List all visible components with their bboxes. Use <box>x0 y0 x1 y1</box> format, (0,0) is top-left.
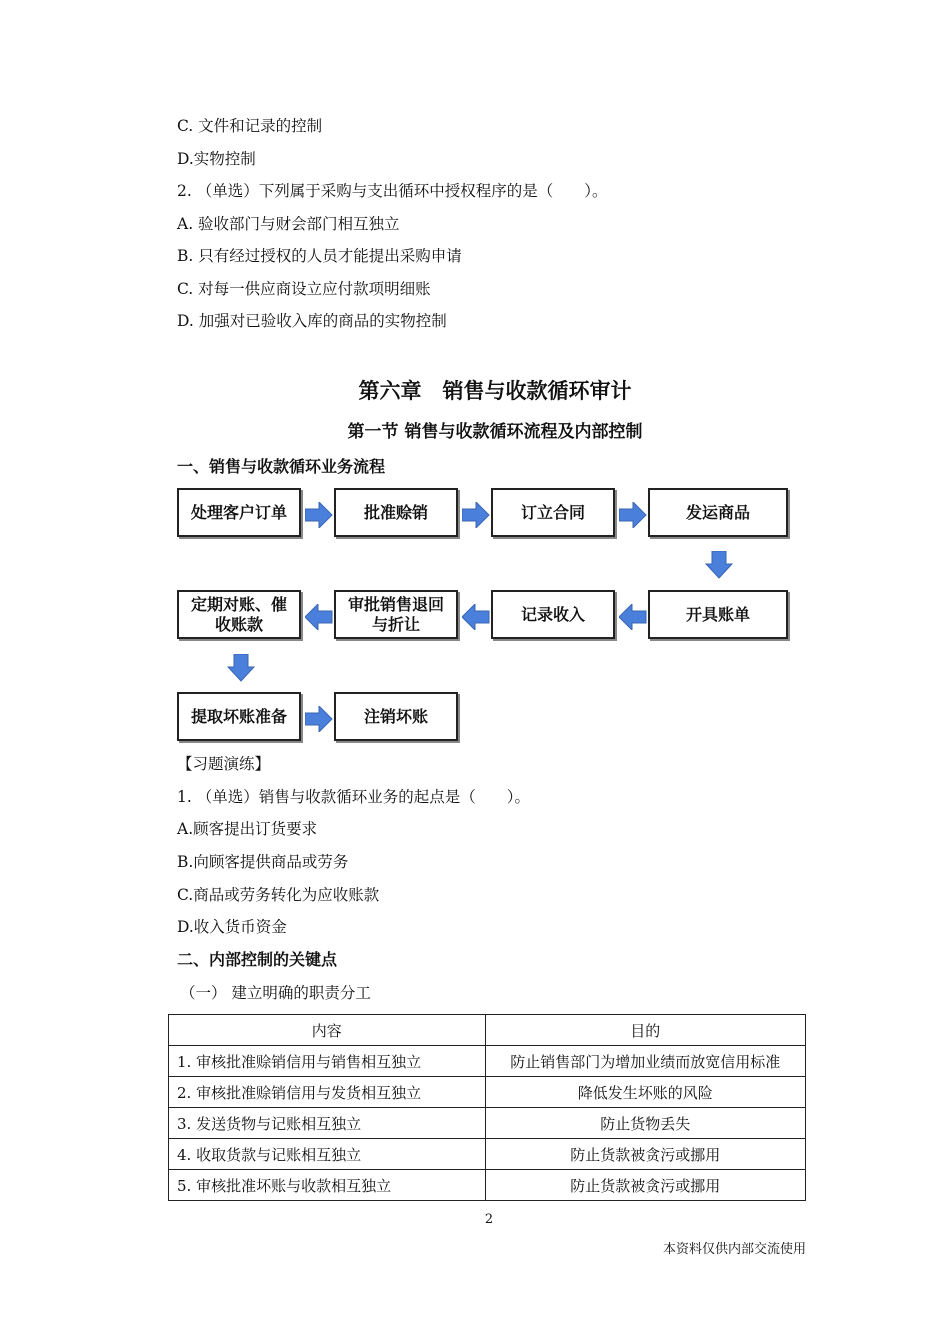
table-row <box>169 1108 806 1139</box>
flow-step-approve-credit <box>334 488 458 537</box>
flow-step-label: 提取坏账准备 <box>190 706 287 726</box>
section-title: 第一节 销售与收款循环流程及内部控制 <box>347 422 643 442</box>
table-header-cell: 内容 <box>169 1015 486 1046</box>
arrow-down-icon <box>705 551 733 579</box>
footer-note: 本资料仅供内部交流使用 <box>662 1242 806 1257</box>
table-cell: 防止货款被贪污或挪用 <box>485 1139 806 1170</box>
table-cell: 1. 审核批准赊销信用与销售相互独立 <box>169 1046 486 1077</box>
flow-step-write-off <box>334 692 458 741</box>
flow-step-reconcile-collect <box>177 590 301 639</box>
question2-option-b: B. 只有经过授权的人员才能提出采购申请 <box>177 247 462 265</box>
table-cell: 4. 收取货款与记账相互独立 <box>169 1139 486 1170</box>
flow-step-label: 批准赊销 <box>363 502 428 522</box>
arrow-right-icon <box>305 706 333 732</box>
arrow-right-icon <box>462 502 490 528</box>
flow-step-issue-bill <box>648 590 788 639</box>
table-cell: 防止货物丢失 <box>485 1108 806 1139</box>
table-row <box>169 1046 806 1077</box>
table-header-cell: 目的 <box>485 1015 806 1046</box>
flow-step-label: 定期对账、催 <box>190 594 287 614</box>
flow-step-ship-goods <box>648 488 788 537</box>
table-cell: 2. 审核批准赊销信用与发货相互独立 <box>169 1077 486 1108</box>
question1-option-b: B.向顾客提供商品或劳务 <box>177 853 349 871</box>
flow-step-label: 开具账单 <box>685 604 750 624</box>
question1-stem: 1. （单选）销售与收款循环业务的起点是（ ）。 <box>177 788 530 806</box>
flow-step-approve-returns <box>334 590 458 639</box>
exercise-label: 【习题演练】 <box>177 755 271 773</box>
arrow-left-icon <box>462 604 490 630</box>
question1-option-d: D.收入货币资金 <box>177 918 287 936</box>
arrow-down-icon <box>227 654 255 682</box>
page-number: 2 <box>484 1212 494 1227</box>
flow-step-label: 与折让 <box>371 614 420 634</box>
question2-option-a: A. 验收部门与财会部门相互独立 <box>177 215 400 233</box>
table-row <box>169 1139 806 1170</box>
option-d-prev: D.实物控制 <box>177 150 256 168</box>
flow-step-label: 注销坏账 <box>363 706 428 726</box>
question1-option-c: C.商品或劳务转化为应收账款 <box>177 886 380 904</box>
flow-step-label: 发运商品 <box>685 502 750 522</box>
duties-table <box>168 1014 806 1201</box>
table-row <box>169 1170 806 1201</box>
arrow-left-icon <box>305 604 333 630</box>
question1-option-a: A.顾客提出订货要求 <box>177 820 318 838</box>
flow-step-label: 处理客户订单 <box>190 502 287 522</box>
flow-step-label: 订立合同 <box>520 502 585 522</box>
flow-step-label: 记录收入 <box>520 604 585 624</box>
option-c-prev: C. 文件和记录的控制 <box>177 117 323 135</box>
arrow-left-icon <box>619 604 647 630</box>
heading-business-flow: 一、销售与收款循环业务流程 <box>177 457 386 476</box>
arrow-right-icon <box>305 502 333 528</box>
table-row <box>169 1077 806 1108</box>
table-header-row <box>169 1015 806 1046</box>
chapter-title: 第六章 销售与收款循环审计 <box>358 379 632 403</box>
flow-step-sign-contract <box>491 488 615 537</box>
question2-option-c: C. 对每一供应商设立应付款项明细账 <box>177 280 431 298</box>
flow-step-process-order <box>177 488 301 537</box>
flow-step-bad-debt-provision <box>177 692 301 741</box>
flow-step-label: 收账款 <box>214 614 263 634</box>
table-cell: 5. 审核批准坏账与收款相互独立 <box>169 1170 486 1201</box>
question2-stem: 2. （单选）下列属于采购与支出循环中授权程序的是（ ）。 <box>177 182 608 200</box>
heading-key-controls: 二、内部控制的关键点 <box>177 950 338 969</box>
table-cell: 降低发生坏账的风险 <box>485 1077 806 1108</box>
table-cell: 防止货款被贪污或挪用 <box>485 1170 806 1201</box>
arrow-right-icon <box>619 502 647 528</box>
question2-option-d: D. 加强对已验收入库的商品的实物控制 <box>177 312 447 330</box>
subheading-duties: （一） 建立明确的职责分工 <box>180 984 371 1002</box>
table-cell: 3. 发送货物与记账相互独立 <box>169 1108 486 1139</box>
table-cell: 防止销售部门为增加业绩而放宽信用标准 <box>485 1046 806 1077</box>
flow-step-record-revenue <box>491 590 615 639</box>
flow-step-label: 审批销售退回 <box>347 594 444 614</box>
